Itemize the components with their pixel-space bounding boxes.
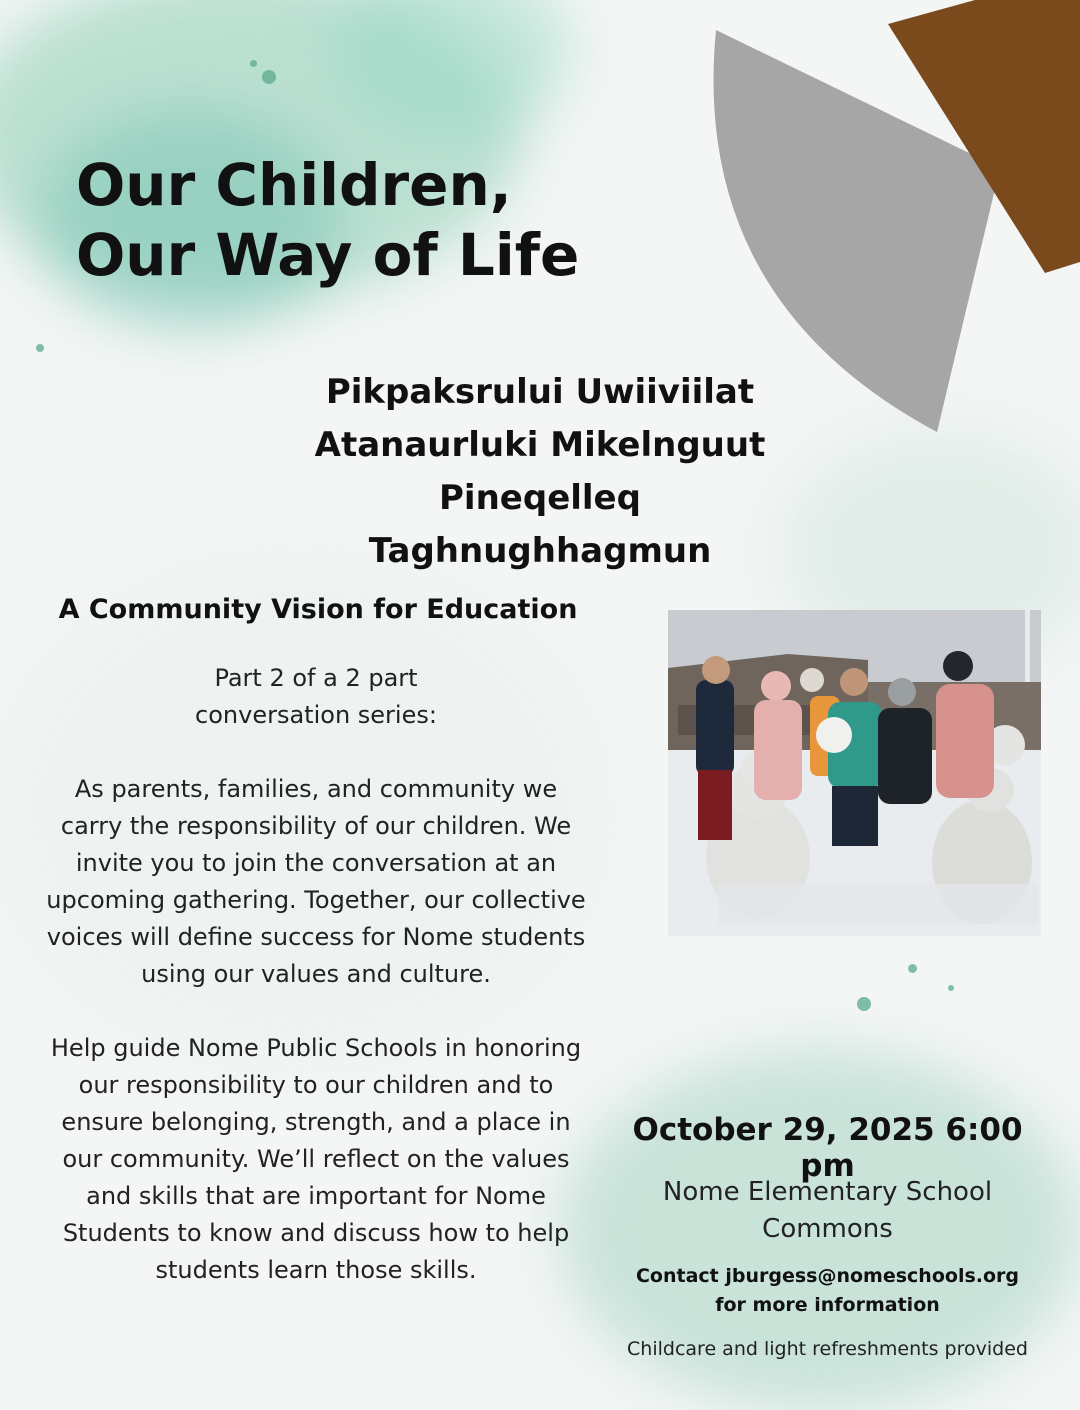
series-note: [46, 660, 586, 734]
venue-line-2: Commons: [762, 1214, 893, 1244]
photo-illustration: [668, 610, 1041, 936]
contact-line-1[interactable]: Contact jburgess@nomeschools.org: [635, 1265, 1020, 1287]
paint-drop: [908, 964, 917, 973]
childcare-note: Childcare and light refreshments provided: [627, 1338, 1028, 1360]
page-title: [76, 150, 579, 290]
vision-heading: A Community Vision for Education: [58, 594, 578, 625]
paragraph-help-guide: Help guide Nome Public Schools in honoring our responsibility to our children and to ensure belonging, strength, and a place in our community. We’ll reflect on the values and skills that are important for Nome Students to know and discuss how to help students learn those skills.: [50, 1034, 582, 1284]
paragraph-responsibility: As parents, families, and community we carry the responsibility of our children. We invite you to join the conversation at an upcoming gathering. Together, our collective voices will define success for Nome students using our values and culture.: [46, 775, 586, 988]
contact-line-2: for more information: [715, 1294, 940, 1316]
series-line-2: conversation series:: [195, 701, 437, 729]
inupiaq-title: Pikpaksrului Uwiiviilat: [325, 372, 755, 412]
children-snowmen-photo: [668, 610, 1041, 936]
native-language-titles: [270, 366, 810, 578]
venue-line-1: Nome Elementary School: [662, 1177, 993, 1207]
title-line-1: Our Children,: [76, 151, 512, 219]
paint-drop: [857, 997, 871, 1011]
siberian-yupik-title: Pineqelleq Taghnughhagmun: [368, 478, 712, 571]
event-venue: [600, 1174, 1055, 1248]
contact-info: [600, 1262, 1055, 1320]
series-line-1: Part 2 of a 2 part: [214, 664, 418, 692]
body-text: [46, 660, 586, 1326]
paint-drop: [948, 985, 954, 991]
event-date-time: October 29, 2025 6:00 pm: [632, 1112, 1023, 1184]
title-line-2: Our Way of Life: [76, 221, 580, 289]
yupik-title: Atanaurluki Mikelnguut: [314, 425, 766, 465]
